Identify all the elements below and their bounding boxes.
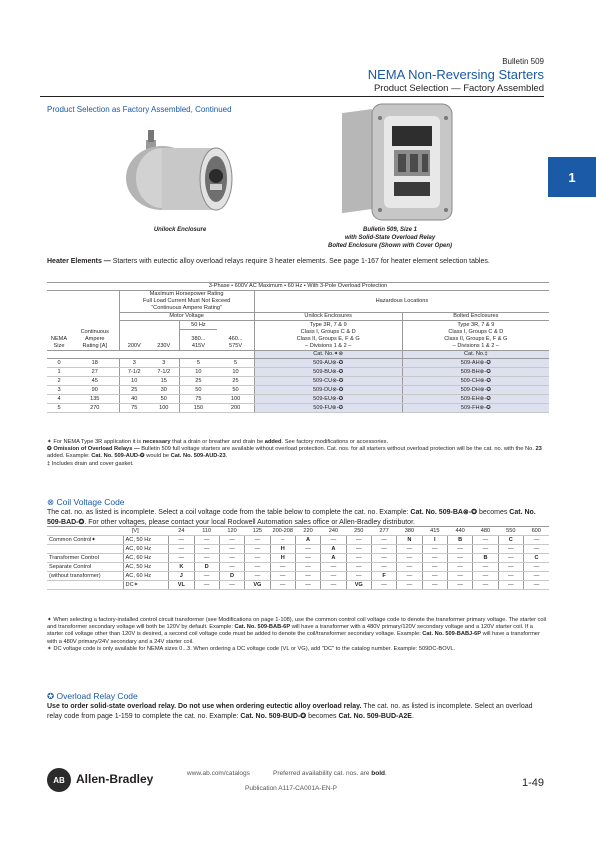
page-subtitle: Product Selection — Factory Assembled (373, 83, 544, 94)
cell-v380: 5 (179, 359, 217, 368)
motor-voltage-header: Motor Voltage (119, 313, 254, 321)
coil-code-cell: J (169, 572, 194, 581)
coil-code-cell: — (219, 536, 244, 545)
coil-code-cell: H (270, 554, 295, 563)
voltage-header: 277 (371, 527, 396, 536)
coil-code-cell: A (321, 545, 346, 554)
voltage-header: 240 (321, 527, 346, 536)
cell-bolted: 509-BH⊗-✪ (402, 368, 549, 377)
coil-code-cell: — (295, 545, 320, 554)
notes-block-2 (47, 617, 549, 653)
product-selection-table (47, 282, 549, 413)
cat-bolted-header: Cat. No.‡ (402, 351, 549, 359)
voltage-header: 125 (245, 527, 270, 536)
cell-v460: 5 (217, 359, 254, 368)
note-gasket: ‡ Includes drain and cover gasket. (47, 460, 134, 467)
page-title: NEMA Non-Reversing Starters (367, 67, 544, 82)
header-divider (40, 96, 544, 97)
coil-code-cell: — (295, 563, 320, 572)
coil-code-cell: C (523, 554, 549, 563)
coil-code-cell: A (295, 536, 320, 545)
coil-row-label (47, 581, 123, 590)
coil-code-cell: — (194, 545, 219, 554)
coil-code-cell: — (270, 581, 295, 590)
voltage-header: 24 (169, 527, 194, 536)
coil-code-cell: — (447, 545, 472, 554)
col-380v (179, 329, 217, 351)
coil-row-label: Separate Control (47, 563, 123, 572)
cell-v230: 50 (149, 395, 179, 404)
heater-elements-text (47, 257, 547, 267)
voltage-header: 200-208 (270, 527, 295, 536)
coil-code-cell: — (397, 581, 422, 590)
table-row (47, 395, 549, 404)
coil-code-cell: — (422, 554, 447, 563)
coil-code-cell: A (321, 554, 346, 563)
col-460v-l1: 460... (228, 336, 243, 343)
cell-size: 1 (47, 368, 71, 377)
cell-v460: 50 (217, 386, 254, 395)
cell-v230: 7-1/2 (149, 368, 179, 377)
coil-code-cell: — (219, 563, 244, 572)
col-continuous-l2: Ampere (84, 336, 105, 343)
hp-header-line3: “Continuous Ampere Rating” (151, 305, 222, 312)
cell-amp: 18 (71, 359, 119, 368)
table-row (47, 368, 549, 377)
voltage-header: 110 (194, 527, 219, 536)
unilock-type-l1: Type 3R, 7 & 9 (309, 321, 347, 328)
col-380v-l1: 380... (191, 336, 206, 343)
cell-unilock: 509-DU⊗-✪ (254, 386, 402, 395)
overload-text (47, 702, 549, 721)
overload-t1: The cat. no. as listed is incomplete. Select an overload relay code from page 1-159 to complete the cat. no. Example: (47, 703, 533, 720)
coil-row (47, 536, 549, 545)
coil-code-cell: — (295, 572, 320, 581)
coil-row-label (47, 545, 123, 554)
hazardous-header: Hazardous Locations (254, 291, 549, 313)
cell-unilock: 509-CU⊗-✪ (254, 377, 402, 386)
cell-amp: 270 (71, 404, 119, 413)
col-460v (217, 329, 254, 351)
coil-row-frequency: AC, 50 Hz (123, 563, 169, 572)
coil-text-1: The cat. no. as listed is incomplete. Select a coil voltage code from the table below to complete the cat. no. Example: (47, 509, 411, 516)
cell-size: 5 (47, 404, 71, 413)
cell-v230: 3 (149, 359, 179, 368)
note-omission-g: Cat. No. 509-AUD-23 (170, 453, 226, 460)
coil-row-frequency: AC, 50 Hz (123, 536, 169, 545)
cell-amp: 90 (71, 386, 119, 395)
coil-code-cell: — (447, 563, 472, 572)
coil-code-cell: — (498, 545, 523, 554)
cell-v200: 75 (119, 404, 149, 413)
cell-unilock: 509-EU⊗-✪ (254, 395, 402, 404)
coil-row (47, 572, 549, 581)
coil-voltage-title: ⊗ Coil Voltage Code (47, 497, 125, 507)
coil-code-cell: — (498, 563, 523, 572)
cell-v230: 15 (149, 377, 179, 386)
coil-code-cell: F (371, 572, 396, 581)
note-tr-a: ✦ When selecting a factory-installed control circuit transformer (see Modifications on page 1-108), use the common control coil voltage code to denote the transformer primary voltage. The starter coil and transformer secondary voltage will both be 120V by default. Example: (47, 617, 547, 631)
note-tr-c: will have a transformer with a 480V primary/120V secondary voltage and a 120V starter coil. If a starter coil voltage other than 120V is desired, a second coil voltage code must be added to denote the coil/transformer secondary voltage. Example: (47, 624, 533, 638)
note-omission-a: ✪ Omission of Overload Relays — (47, 446, 140, 453)
coil-code-cell: — (245, 572, 270, 581)
coil-code-cell: — (523, 572, 549, 581)
coil-row-label: (without transformer) (47, 572, 123, 581)
coil-code-cell: — (523, 581, 549, 590)
coil-code-cell: — (498, 554, 523, 563)
cell-v460: 100 (217, 395, 254, 404)
overload-b2: Cat. No. 509-BUD-✪ (240, 712, 307, 720)
note-tr-e: will have a transformer with a 480V primary/24V secondary and a 24V starter coil. (47, 631, 540, 645)
coil-code-cell: D (219, 572, 244, 581)
coil-code-cell: — (371, 563, 396, 572)
cell-unilock: 509-AU⊗-✪ (254, 359, 402, 368)
coil-row-frequency: AC, 60 Hz (123, 545, 169, 554)
footer-pref-b: bold (371, 770, 385, 777)
coil-code-cell: — (194, 572, 219, 581)
coil-code-cell: — (219, 581, 244, 590)
note-omission-d: added. Example: (47, 453, 92, 460)
allen-bradley-logo-badge: AB (47, 768, 71, 792)
cell-amp: 135 (71, 395, 119, 404)
caption-bolted-line2: with Solid-State Overload Relay (344, 235, 436, 241)
coil-code-cell: — (473, 536, 498, 545)
cell-unilock: 509-BU⊗-✪ (254, 368, 402, 377)
coil-code-cell: — (194, 536, 219, 545)
coil-code-cell: — (219, 554, 244, 563)
table1-top-header: 3-Phase • 600V AC Maximum • 60 Hz • With 3-Pole Overload Protection (47, 283, 549, 291)
footer-pref-c: . (385, 770, 387, 777)
cell-v380: 25 (179, 377, 217, 386)
coil-text-3: becomes (477, 509, 510, 516)
page-number: 1-49 (521, 777, 544, 789)
cell-v460: 10 (217, 368, 254, 377)
cell-v380: 50 (179, 386, 217, 395)
coil-unit: [V] (47, 527, 169, 536)
cell-bolted: 509-EH⊗-✪ (402, 395, 549, 404)
bolted-type-l4: – Divisions 1 & 2 – (452, 342, 499, 349)
cell-unilock: 509-FU⊗-✪ (254, 404, 402, 413)
coil-code-cell: — (371, 545, 396, 554)
cell-bolted: 509-DH⊗-✪ (402, 386, 549, 395)
coil-code-cell: — (346, 563, 371, 572)
cell-v200: 40 (119, 395, 149, 404)
col-continuous (71, 329, 119, 351)
coil-code-cell: — (498, 572, 523, 581)
footer-url[interactable]: www.ab.com/catalogs (187, 770, 250, 777)
coil-code-cell: — (245, 554, 270, 563)
coil-code-cell: — (523, 536, 549, 545)
bolted-header: Bolted Enclosures (402, 313, 549, 321)
footer-pref-a: Preferred availability cat. nos. are (273, 770, 372, 777)
coil-code-cell: — (169, 545, 194, 554)
coil-row-frequency: AC, 60 Hz (123, 572, 169, 581)
coil-voltage-table (47, 526, 549, 590)
coil-code-cell: H (270, 545, 295, 554)
chapter-tab: 1 (548, 157, 596, 197)
coil-code-cell: — (321, 563, 346, 572)
voltage-header: 600 (523, 527, 549, 536)
coil-code-cell: — (194, 554, 219, 563)
coil-code-cell: — (245, 545, 270, 554)
col-nema-size: NEMA Size (47, 329, 71, 351)
allen-bradley-logo-text: Allen-Bradley (76, 772, 154, 786)
coil-code-cell: VG (245, 581, 270, 590)
coil-code-cell: VG (346, 581, 371, 590)
overload-title: ✪ Overload Relay Code (47, 691, 138, 701)
coil-row (47, 581, 549, 590)
coil-row (47, 563, 549, 572)
coil-code-cell: — (245, 536, 270, 545)
cell-v200: 10 (119, 377, 149, 386)
coil-code-cell: B (473, 554, 498, 563)
cell-v200: 25 (119, 386, 149, 395)
voltage-header: 415 (422, 527, 447, 536)
unilock-header: Unilock Enclosures (254, 313, 402, 321)
voltage-header: 220 (295, 527, 320, 536)
coil-code-cell: N (397, 536, 422, 545)
cell-v380: 75 (179, 395, 217, 404)
cell-amp: 27 (71, 368, 119, 377)
col-380v-l2: 415V (191, 343, 205, 350)
cell-v200: 3 (119, 359, 149, 368)
col-continuous-l3: Rating [A] (82, 343, 108, 350)
cell-size: 4 (47, 395, 71, 404)
note-omission-e: Cat. No. 509-AUD-✪ (91, 453, 145, 460)
coil-code-cell: — (245, 563, 270, 572)
note-drain-c: that a drain or breather and drain be (170, 439, 265, 445)
caption-bolted-line3: Bolted Enclosure (Shown with Cover Open) (327, 243, 452, 249)
unilock-type-l2: Class I, Groups C & D (300, 328, 356, 335)
coil-code-cell: — (219, 545, 244, 554)
footer-preferred (273, 770, 387, 777)
note-omission (47, 446, 547, 460)
voltage-header: 380 (397, 527, 422, 536)
coil-code-cell: — (321, 572, 346, 581)
cell-bolted: 509-CH⊗-✪ (402, 377, 549, 386)
coil-code-cell: — (498, 581, 523, 590)
coil-code-cell: — (422, 545, 447, 554)
coil-code-cell: — (523, 545, 549, 554)
coil-code-cell: — (397, 545, 422, 554)
cell-v230: 100 (149, 404, 179, 413)
cell-size: 0 (47, 359, 71, 368)
note-tr-d: Cat. No. 509-BABJ-6P (422, 631, 482, 638)
coil-voltage-text (47, 508, 549, 527)
table-row (47, 359, 549, 368)
hp-header-line1: Maximum Horsepower Rating (149, 291, 224, 298)
coil-code-cell: — (422, 563, 447, 572)
coil-code-cell: — (397, 554, 422, 563)
overload-b1: Use to order solid-state overload relay. Do not use when ordering eutectic alloy overload relay. (47, 703, 362, 710)
cell-bolted: 509-FH⊗-✪ (402, 404, 549, 413)
hp-rating-header (119, 291, 254, 313)
voltage-header: 550 (498, 527, 523, 536)
coil-code-cell: — (346, 572, 371, 581)
coil-code-cell: I (422, 536, 447, 545)
unilock-enclosure-photo (110, 124, 260, 220)
coil-code-cell: — (169, 536, 194, 545)
unilock-type-l4: – Divisions 1 & 2 – (305, 342, 352, 349)
coil-row (47, 554, 549, 563)
coil-code-cell: — (169, 554, 194, 563)
coil-code-cell: — (523, 563, 549, 572)
hp-header-line2: Full Load Current Must Not Exceed (142, 298, 231, 305)
coil-code-cell: — (295, 581, 320, 590)
coil-code-cell: — (422, 572, 447, 581)
caption-bolted (290, 226, 490, 250)
coil-code-cell: — (321, 581, 346, 590)
coil-row (47, 545, 549, 554)
note-drain-b: necessary (142, 439, 171, 445)
coil-row-label: Transformer Control (47, 554, 123, 563)
col-230v: 230V (149, 329, 179, 351)
coil-code-cell: — (346, 545, 371, 554)
cell-v200: 7-1/2 (119, 368, 149, 377)
table-row (47, 377, 549, 386)
coil-code-cell: — (422, 581, 447, 590)
coil-code-cell: — (447, 581, 472, 590)
coil-code-cell: B (447, 536, 472, 545)
cell-v380: 150 (179, 404, 217, 413)
unilock-type-l3: Class II, Groups E, F & G (296, 335, 360, 342)
bolted-type-l3: Class II, Groups E, F & G (444, 335, 508, 342)
cell-bolted: 509-AH⊗-✪ (402, 359, 549, 368)
coil-row-frequency: DC✶ (123, 581, 169, 590)
footer-publication: Publication A117-CA001A-EN-P (245, 785, 338, 792)
coil-code-cell: — (473, 581, 498, 590)
cell-size: 2 (47, 377, 71, 386)
voltage-header: 120 (219, 527, 244, 536)
coil-code-cell: — (473, 545, 498, 554)
cell-v230: 30 (149, 386, 179, 395)
coil-text-5: . For other voltages, please contact your local Rockwell Automation sales office or Allen-Bradley distributor. (84, 518, 415, 526)
note-dc: ✶ DC voltage code is only available for NEMA sizes 0...3. When ordering a DC voltage code (VL or VG), add "DC" to the catalog number. Example: 509DC-BOVL. (47, 645, 456, 652)
heater-body: Starters with eutectic alloy overload relays require 3 heater elements. See page 1-167 for heater element selection tables. (110, 258, 490, 265)
note-drain-d: added (264, 439, 282, 445)
cell-v460: 200 (217, 404, 254, 413)
bolted-enclosure-photo (336, 100, 456, 226)
note-omission-b: Bulletin 509 full voltage starters are available without overload protection. Cat. nos. for all starters without overload protection will be the cat. no. with the No. (139, 446, 536, 453)
cell-amp: 45 (71, 377, 119, 386)
coil-code-cell: — (295, 554, 320, 563)
coil-code-cell: – (270, 536, 295, 545)
coil-code-cell: — (346, 554, 371, 563)
cell-size: 3 (47, 386, 71, 395)
coil-code-cell: VL (169, 581, 194, 590)
cell-v380: 10 (179, 368, 217, 377)
cell-v460: 25 (217, 377, 254, 386)
bulletin-label: Bulletin 509 (502, 57, 544, 66)
coil-code-cell: D (194, 563, 219, 572)
caption-unilock: Unilock Enclosure (153, 227, 207, 233)
coil-row-frequency: AC, 60 Hz (123, 554, 169, 563)
coil-code-cell: — (447, 572, 472, 581)
note-omission-f: would be (144, 453, 171, 460)
overload-t2: becomes (306, 712, 339, 720)
coil-code-cell: — (473, 572, 498, 581)
coil-code-cell: — (371, 581, 396, 590)
coil-code-cell: — (397, 572, 422, 581)
table-row (47, 386, 549, 395)
table-row (47, 404, 549, 413)
coil-code-cell: C (498, 536, 523, 545)
overload-t3: . (411, 712, 414, 720)
col-460v-l2: 575V (228, 343, 243, 350)
coil-code-cell: — (270, 572, 295, 581)
coil-code-cell: — (321, 536, 346, 545)
bolted-type (402, 321, 549, 351)
voltage-header: 440 (447, 527, 472, 536)
col-200v: 200V (119, 329, 149, 351)
section-title: Product Selection as Factory Assembled, Continued (47, 105, 232, 114)
coil-row-label: Common Control✦ (47, 536, 123, 545)
coil-code-cell: K (169, 563, 194, 572)
bolted-type-l2: Class I, Groups C & D (448, 328, 504, 335)
coil-text-4: Cat. No. 509-BAD-✪ (47, 509, 536, 526)
coil-code-cell: — (371, 536, 396, 545)
coil-code-cell: — (473, 563, 498, 572)
notes-block-1 (47, 439, 547, 468)
coil-code-cell: — (447, 554, 472, 563)
hz-header: 50 Hz (179, 321, 217, 329)
coil-code-cell: — (371, 554, 396, 563)
overload-b3: Cat. No. 509-BUD-A2E (338, 712, 412, 720)
cat-unilock-header: Cat. No.✦⊗ (254, 351, 402, 359)
col-continuous-l1: Continuous (80, 329, 109, 336)
coil-code-cell: — (397, 563, 422, 572)
note-drain-a: ✦ For NEMA Type 3R application it is (47, 439, 143, 445)
note-transformer (47, 617, 549, 646)
note-omission-h: . (225, 453, 228, 460)
heater-bold: Heater Elements — (47, 258, 111, 265)
note-omission-c: 23 (535, 446, 542, 453)
unilock-type (254, 321, 402, 351)
voltage-header: 250 (346, 527, 371, 536)
voltage-header: 480 (473, 527, 498, 536)
caption-bolted-line1: Bulletin 509, Size 1 (362, 227, 418, 233)
coil-code-cell: — (346, 536, 371, 545)
coil-text-2: Cat. No. 509-BA⊗-✪ (410, 509, 477, 516)
coil-code-cell: — (270, 563, 295, 572)
note-tr-b: Cat. No. 509-BAB-6P (234, 624, 291, 631)
coil-code-cell: — (194, 581, 219, 590)
note-drain-e: . See factory modifications or accessories. (281, 439, 389, 445)
bolted-type-l1: Type 3R, 7 & 9 (457, 321, 495, 328)
